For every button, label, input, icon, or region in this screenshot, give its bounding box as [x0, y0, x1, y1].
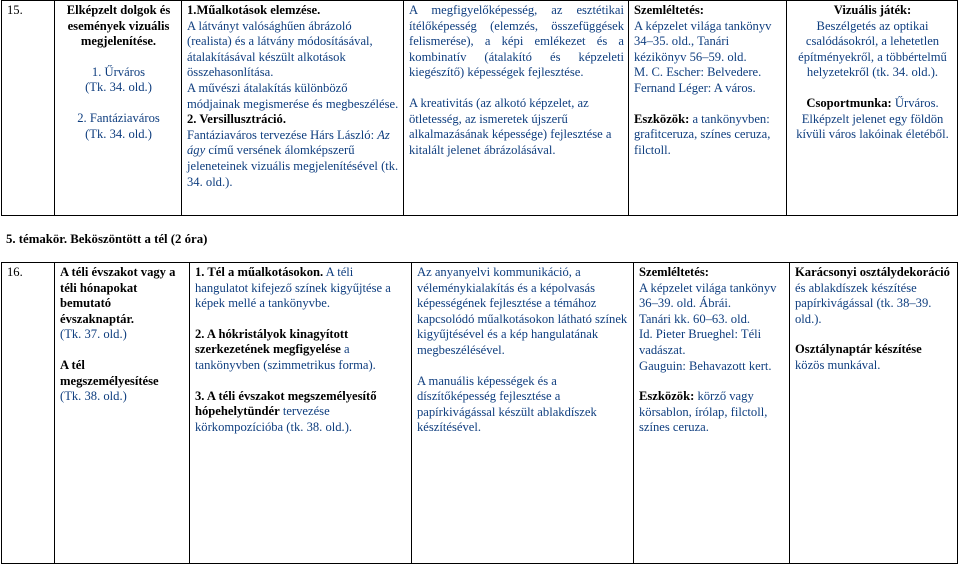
activity-text-2: A művészi átalakítás különböző módjainak megismerése és megbeszélése. [187, 80, 399, 111]
table-row-16 [1, 262, 958, 564]
cell-skills [403, 1, 628, 215]
other-heading-1: Karácsonyi osztálydekoráció [795, 265, 950, 279]
other-heading-2: Osztálynaptár készítése [795, 342, 922, 357]
topic-item2: 2. Fantáziaváros [77, 110, 160, 125]
table-row-15 [1, 0, 958, 216]
other-text-2a: Űrváros. [894, 95, 939, 110]
activity-text-1: A téli hangulatot kifejező színek kigyűjtése a képek mellé a tankönyvbe. [195, 265, 391, 311]
cell-activities [181, 1, 403, 215]
other-text-1: Beszélgetés az optikai csalódásokról, a lehetetlen építményekről, a többértelmű helyzetekről (tk. 34. old.). [798, 18, 947, 80]
tools-text-3: Fernand Léger: A város. [634, 80, 756, 95]
skills-text-2: A kreativitás (az alkotó képzelet, az ötletesség, az ismeretek újszerű alkalmazásának képessége) fejlesztése a kitalált jelenet ábrázolásával. [409, 95, 612, 157]
cell-topic [54, 1, 181, 215]
tools-label-2: Eszközök: [639, 389, 695, 404]
other-label: Vizuális játék: [833, 3, 912, 17]
activity-text-3: tervezése körkompozícióba (tk. 38. old.). [195, 404, 353, 434]
topic-title-1: A téli évszakot vagy a téli hónapokat bemutató évszaknaptár. [60, 265, 176, 326]
topic-item1: 1. Űrváros [91, 64, 146, 79]
tools-text-3: Id. Pieter Brueghel: Téli vadászat. [639, 327, 762, 357]
activity-heading-2: 2. Versillusztráció. [187, 112, 286, 127]
other-text-2: közös munkával. [795, 357, 881, 372]
tools-label: Szemléltetés: [634, 3, 704, 17]
tools-text-4: a tankönyvben: grafitceruza, színes ceruza, filctoll. [634, 111, 771, 157]
other-text-2: Elképzelt jelenet egy földön kívüli város lakóinak életéből. [796, 111, 949, 142]
other-label-2: Csoportmunka: [806, 95, 892, 110]
activity-text-3a: Fantáziaváros tervezése Hárs László: [187, 127, 375, 142]
tools-text-1: A képzelet világa tankönyv 36–39. old. Ábrái. [639, 280, 777, 311]
cell-skills [411, 263, 633, 563]
lesson-number: 16. [7, 265, 23, 279]
activity-heading-3: 3. A téli évszakot megszemélyesítő hópehelytündér [195, 388, 377, 419]
cell-other [786, 1, 957, 215]
topic-ref-1: (Tk. 37. old.) [60, 327, 127, 342]
cell-activities [189, 263, 411, 563]
cell-number [2, 1, 54, 215]
cell-other [789, 263, 957, 563]
skills-text-1: A megfigyelőképesség, az esztétikai ítélőképesség (elemzés, összefüggések felismerése), a képi emlékezet és a kombinatív (átalakító és képzeleti kiegészítő) képességek fejlesztése. [409, 3, 624, 80]
tools-text-2: Tanári kk. 60–63. old. [639, 311, 751, 326]
skills-text-2: A manuális képességek és a díszítőképesség fejlesztése a papírkivágással készült ablakdíszek készítésével. [417, 373, 597, 435]
activity-text-2: a tankönyvben (szimmetrikus forma). [195, 342, 376, 372]
section-heading: 5. témakör. Beköszöntött a tél (2 óra) [6, 232, 208, 246]
cell-number [2, 263, 54, 563]
cell-tools [633, 263, 789, 563]
lesson-number: 15. [7, 3, 23, 17]
topic-ref-2: (Tk. 38. old.) [60, 389, 127, 404]
tools-text-2: M. C. Escher: Belvedere. [634, 65, 762, 80]
activity-heading-2: 2. A hókristályok kinagyított szerkezetének megfigyelése [195, 326, 349, 357]
topic-item1-ref: (Tk. 34. old.) [85, 80, 152, 95]
tools-label: Szemléltetés: [639, 265, 709, 279]
activity-heading-1: 1.Műalkotások elemzése. [187, 3, 321, 17]
topic-title: Elképzelt dolgok és események vizuális megjelenítése. [66, 3, 171, 49]
topic-item2-ref: (Tk. 34. old.) [85, 126, 152, 141]
tools-text-5: körző vagy körsablon, írólap, filctoll, színes ceruza. [639, 389, 768, 435]
tools-text-4: Gauguin: Behavazott kert. [639, 358, 772, 373]
other-text-1: és ablakdíszek készítése papírkivágással (tk. 38–39. old.). [795, 280, 932, 326]
poem-title: Az ágy [187, 127, 390, 158]
cell-topic [54, 263, 189, 563]
skills-text-1: Az anyanyelvi kommunikáció, a véleménykialakítás és a képolvasás képességének fejlesztése a témához kapcsolódó műalkotásokon látható színek kigyűjtésével és a kép hangulatának megbeszélésével. [417, 265, 628, 357]
activity-heading-1: 1. Tél a műalkotásokon. [195, 265, 324, 279]
tools-label-2: Eszközök: [634, 111, 690, 126]
activity-text-1: A látványt valósághűen ábrázoló (realista) és a látvány módosításával, átalakításával készült alkotások összehasonlítása. [187, 18, 373, 80]
activity-text-3b: című versének álomképszerű jeleneteinek vizuális megjelenítésével (tk. 34. old.). [187, 143, 399, 189]
topic-title-2: A tél megszemélyesítése [60, 357, 159, 388]
cell-tools [628, 1, 786, 215]
tools-text-1: A képzelet világa tankönyv 34–35. old., Tanári kézikönyv 56–59. old. [634, 18, 772, 64]
